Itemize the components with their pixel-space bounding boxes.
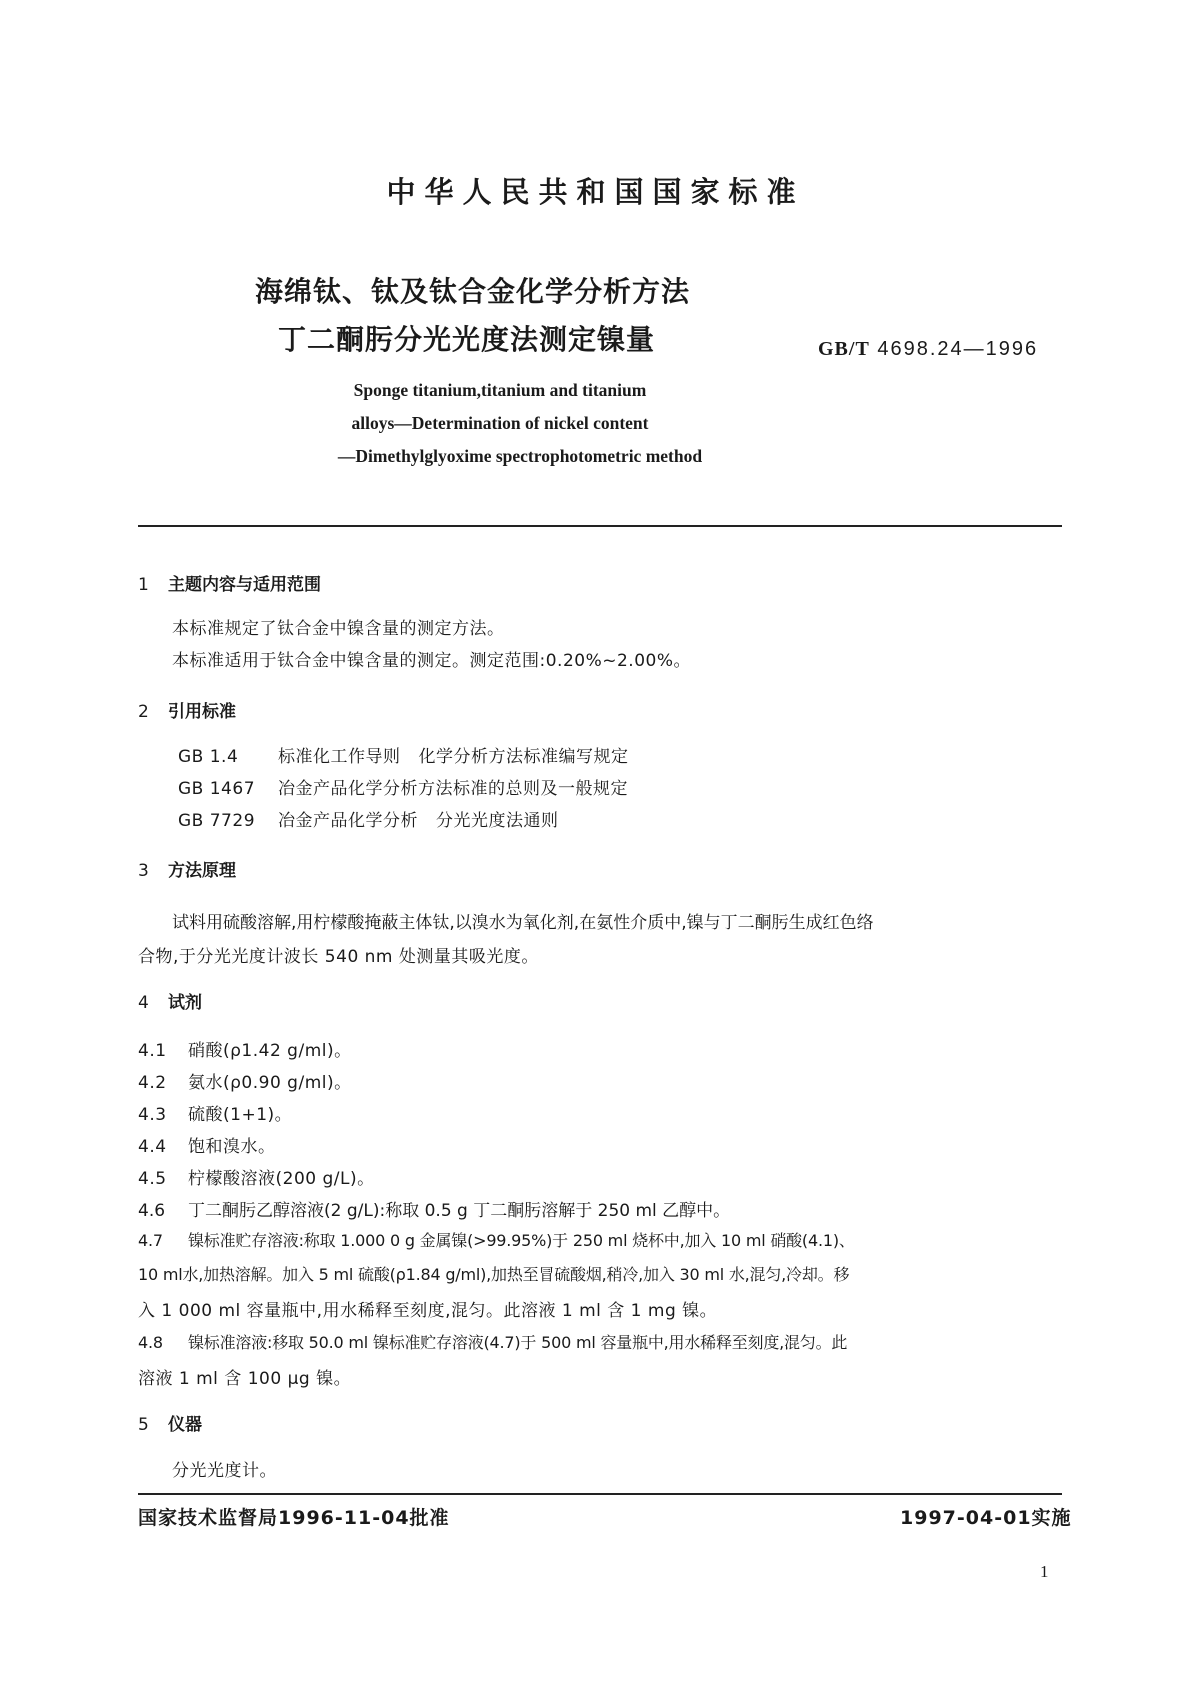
item-text: 柠檬酸溶液(200 g/L)。 [188, 1169, 375, 1189]
english-title-line-1: Sponge titanium,titanium and titanium [353, 380, 647, 400]
reagent-item [138, 1196, 730, 1221]
section-1-paragraph-2: 本标准适用于钛合金中镍含量的测定。测定范围:0.20%~2.00%。 [172, 651, 691, 671]
item-text: 镍标准溶液:移取 50.0 ml 镍标准贮存溶液(4.7)于 500 ml 容量瓶中,用水稀释至刻度,混匀。此 [188, 1333, 848, 1352]
item-number: 4.4 [138, 1137, 167, 1157]
item-text: 氨水(ρ0.90 g/ml)。 [188, 1073, 352, 1093]
section-title: 主题内容与适用范围 [168, 575, 321, 595]
section-title: 试剂 [168, 993, 202, 1013]
section-3-line-2: 合物,于分光光度计波长 540 nm 处测量其吸光度。 [138, 947, 539, 967]
reference-item [178, 742, 629, 767]
section-title: 仪器 [168, 1415, 202, 1435]
document-title-line-1: 海绵钛、钛及钛合金化学分析方法 [255, 275, 691, 308]
item-number: 4.7 [138, 1231, 163, 1250]
standard-code [818, 338, 1038, 361]
item-number: 4.8 [138, 1333, 163, 1352]
reference-title: 标准化工作导则 [278, 747, 401, 767]
reference-code: GB 1467 [178, 779, 256, 799]
item-number: 4.2 [138, 1073, 167, 1093]
item-number: 4.5 [138, 1169, 167, 1189]
approval-date: 国家技术监督局1996-11-04批准 [138, 1507, 450, 1529]
reference-subtitle: 化学分析方法标准编写规定 [418, 747, 629, 767]
english-title-line-2: alloys—Determination of nickel content [351, 413, 649, 433]
header-divider [138, 525, 1062, 527]
item-text: 饱和溴水。 [188, 1137, 276, 1157]
section-3-heading [138, 856, 236, 881]
section-number: 3 [138, 861, 149, 881]
section-number: 2 [138, 702, 149, 722]
item-number: 4.6 [138, 1201, 166, 1221]
reference-title: 冶金产品化学分析方法标准的总则及一般规定 [278, 779, 628, 799]
item-number: 4.3 [138, 1105, 167, 1125]
english-title-line-3: —Dimethylglyoxime spectrophotometric method [337, 446, 703, 466]
item-text: 硝酸(ρ1.42 g/ml)。 [188, 1041, 352, 1061]
reference-item [178, 806, 559, 831]
section-number: 5 [138, 1415, 149, 1435]
national-standard-heading: 中华人民共和国国家标准 [386, 175, 805, 209]
reference-code: GB 1.4 [178, 747, 239, 767]
section-2-heading [138, 697, 236, 722]
standard-number: 4698.24—1996 [877, 338, 1039, 360]
section-title: 方法原理 [168, 861, 236, 881]
reagent-item [138, 1068, 352, 1093]
section-1-heading [138, 570, 321, 595]
page-number: 1 [1040, 1562, 1049, 1581]
section-number: 4 [138, 993, 149, 1013]
reagent-item [138, 1330, 847, 1353]
section-1-paragraph-1: 本标准规定了钛合金中镍含量的测定方法。 [172, 619, 505, 639]
reagent-item [138, 1164, 375, 1189]
reagent-item-continuation: 溶液 1 ml 含 100 μg 镍。 [138, 1369, 352, 1389]
reference-title: 冶金产品化学分析 [278, 811, 418, 831]
item-number: 4.1 [138, 1041, 167, 1061]
document-title-line-2: 丁二酮肟分光光度法测定镍量 [278, 323, 656, 356]
item-text: 丁二酮肟乙醇溶液(2 g/L):称取 0.5 g 丁二酮肟溶解于 250 ml 乙醇中。 [188, 1201, 731, 1221]
reagent-item [138, 1228, 855, 1251]
section-5-paragraph: 分光光度计。 [172, 1461, 277, 1481]
reagent-item-continuation: 10 ml水,加热溶解。加入 5 ml 硫酸(ρ1.84 g/ml),加热至冒硫酸烟,稍冷,加入 30 ml 水,混匀,冷却。移 [138, 1265, 850, 1284]
reference-code: GB 7729 [178, 811, 256, 831]
standard-prefix: GB/T [818, 338, 870, 360]
implementation-date: 1997-04-01实施 [900, 1507, 1072, 1529]
section-number: 1 [138, 575, 149, 595]
reference-item [178, 774, 628, 799]
section-4-heading [138, 988, 202, 1013]
reference-subtitle: 分光光度法通则 [436, 811, 559, 831]
section-title: 引用标准 [168, 702, 236, 722]
footer-divider [138, 1493, 1062, 1495]
reagent-item-continuation: 入 1 000 ml 容量瓶中,用水稀释至刻度,混匀。此溶液 1 ml 含 1 mg 镍。 [138, 1301, 718, 1321]
reagent-item [138, 1100, 292, 1125]
item-text: 硫酸(1+1)。 [188, 1105, 293, 1125]
reagent-item [138, 1132, 276, 1157]
reagent-item [138, 1036, 352, 1061]
item-text: 镍标准贮存溶液:称取 1.000 0 g 金属镍(>99.95%)于 250 ml 烧杯中,加入 10 ml 硝酸(4.1)、 [188, 1231, 855, 1250]
section-5-heading [138, 1410, 202, 1435]
section-3-line-1: 试料用硫酸溶解,用柠檬酸掩蔽主体钛,以溴水为氧化剂,在氨性介质中,镍与丁二酮肟生成红色络 [172, 913, 874, 933]
